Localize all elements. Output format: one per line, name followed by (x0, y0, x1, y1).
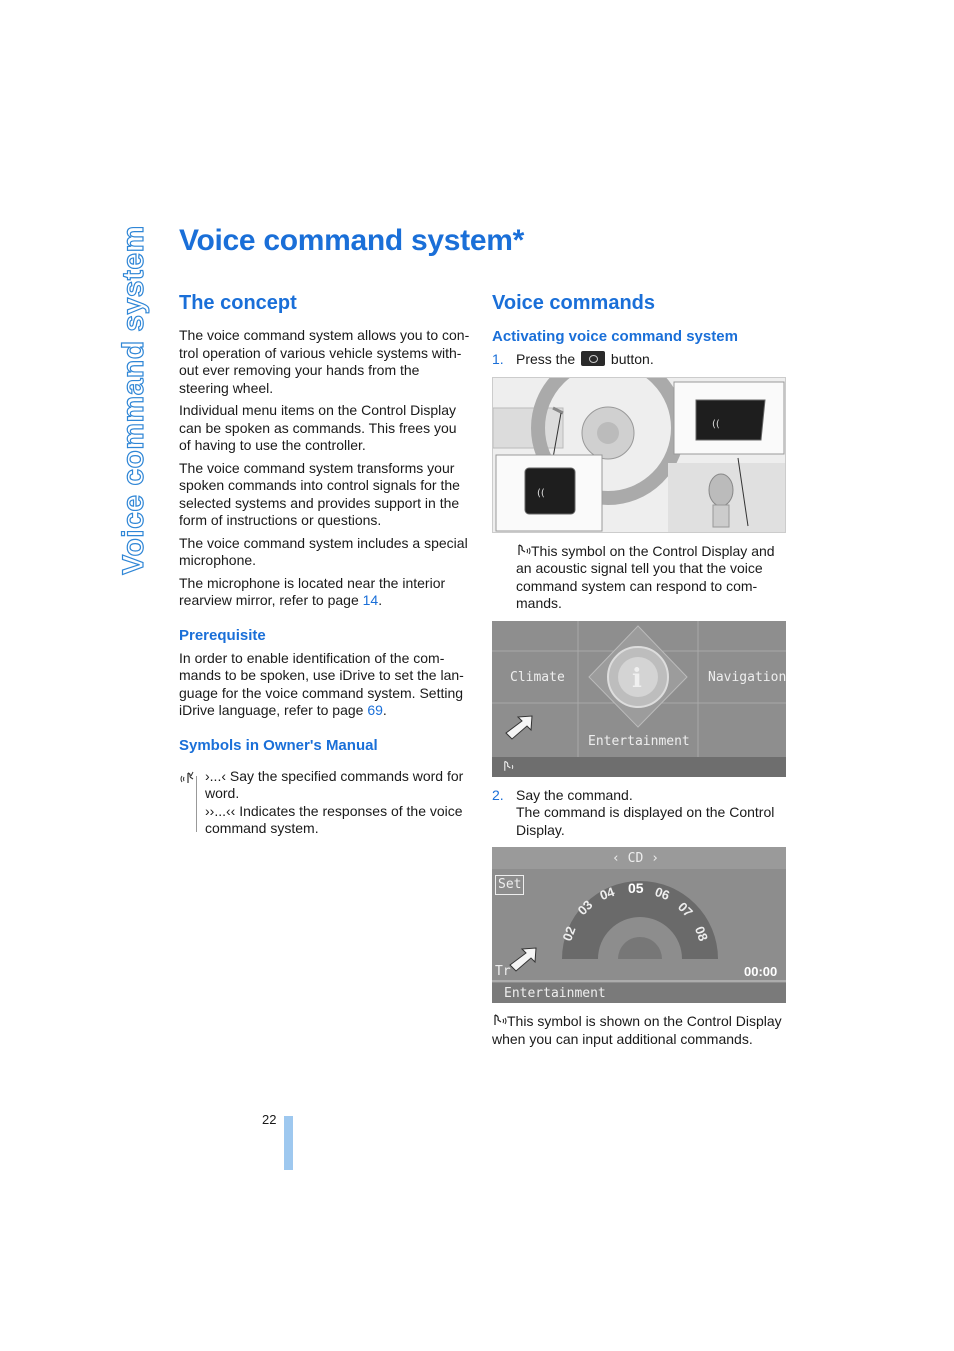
step-2-number: 2. (492, 786, 504, 803)
track-06[interactable]: 06 (652, 883, 672, 904)
prerequisite-paragraph: In order to enable identification of the com-mands to be spoken, use iDrive to set the lan-guage for the voice command system. Setting iDrive language, refer to page 69. (179, 649, 464, 718)
concept-paragraph-5: The microphone is located near the interior rearview mirror, refer to page 14. (179, 574, 446, 608)
page-link-14[interactable]: 14 (362, 592, 379, 608)
concept-paragraph-4: The voice command system includes a special microphone. (179, 534, 468, 568)
cd-header: ‹ CD › (612, 851, 659, 866)
prerequisite-heading: Prerequisite (179, 626, 266, 644)
symbols-divider (196, 776, 197, 832)
cd-footer[interactable]: Entertainment (504, 986, 606, 1001)
track-08[interactable]: 08 (691, 924, 711, 944)
symbols-block (179, 768, 471, 838)
step-2: 2. Say the command. The command is displayed on the Control Display. (492, 786, 775, 838)
control-display-menu-figure (492, 621, 786, 777)
track-03[interactable]: 03 (574, 897, 596, 918)
step-1: 1. Press the button. (492, 351, 654, 367)
track-label: Tr (495, 964, 511, 979)
symbol-line-1: ›...‹ Say the specified commands word for word. (205, 767, 464, 801)
voice-command-icon (179, 770, 197, 788)
page-number: 22 (262, 1112, 277, 1127)
right-column (492, 290, 786, 1054)
track-07[interactable]: 07 (674, 899, 696, 920)
voice-button-icon (581, 351, 605, 366)
voice-active-icon-display (502, 760, 516, 774)
voice-commands-heading: Voice commands (492, 292, 656, 314)
additional-commands-icon (492, 1014, 507, 1028)
track-time: 00:00 (744, 964, 778, 979)
step-1-number: 1. (492, 351, 504, 367)
steering-wheel-illustration (493, 378, 786, 533)
activating-heading: Activating voice command system (492, 328, 738, 345)
left-column (179, 290, 471, 838)
svg-text:i: i (632, 663, 642, 694)
voice-active-icon (516, 544, 531, 558)
svg-text:((: (( (712, 418, 720, 430)
menu-item-entertainment[interactable]: Entertainment (588, 733, 690, 749)
symbols-heading: Symbols in Owner's Manual (179, 736, 378, 754)
set-button[interactable]: Set (495, 875, 524, 895)
cd-display-figure (492, 847, 786, 1003)
steering-wheel-figure (492, 377, 786, 533)
side-tab (112, 225, 156, 575)
page-marker-bar (284, 1116, 293, 1170)
concept-heading: The concept (179, 292, 297, 314)
concept-paragraph-1: The voice command system allows you to con-trol operation of various vehicle systems with-out ever removing your hands from the steering wheel. (179, 327, 470, 396)
concept-paragraph-3: The voice command system transforms your spoken commands into control signals for the selected systems and provides support in the form of instructions or questions. (179, 459, 460, 528)
note-2: This symbol is shown on the Control Display when you can input additional commands. (492, 1013, 782, 1047)
page-title: Voice command system* (179, 224, 524, 257)
symbol-line-2: ››...‹‹ Indicates the responses of the voice command system. (205, 802, 463, 836)
menu-item-navigation[interactable]: Navigation (708, 669, 786, 685)
track-02[interactable]: 02 (559, 924, 579, 944)
track-05[interactable]: 05 (628, 880, 644, 896)
note-1: This symbol on the Control Display and an acoustic signal tell you that the voice command system can respond to com-mands. (516, 542, 775, 611)
concept-paragraph-2: Individual menu items on the Control Display can be spoken as commands. This frees you of having to use the controller. (179, 402, 457, 453)
menu-item-climate[interactable]: Climate (510, 669, 565, 685)
side-tab-label: Voice command system (117, 225, 150, 575)
page-link-69[interactable]: 69 (367, 702, 383, 718)
svg-text:((: (( (537, 487, 545, 499)
track-04[interactable]: 04 (597, 883, 617, 904)
